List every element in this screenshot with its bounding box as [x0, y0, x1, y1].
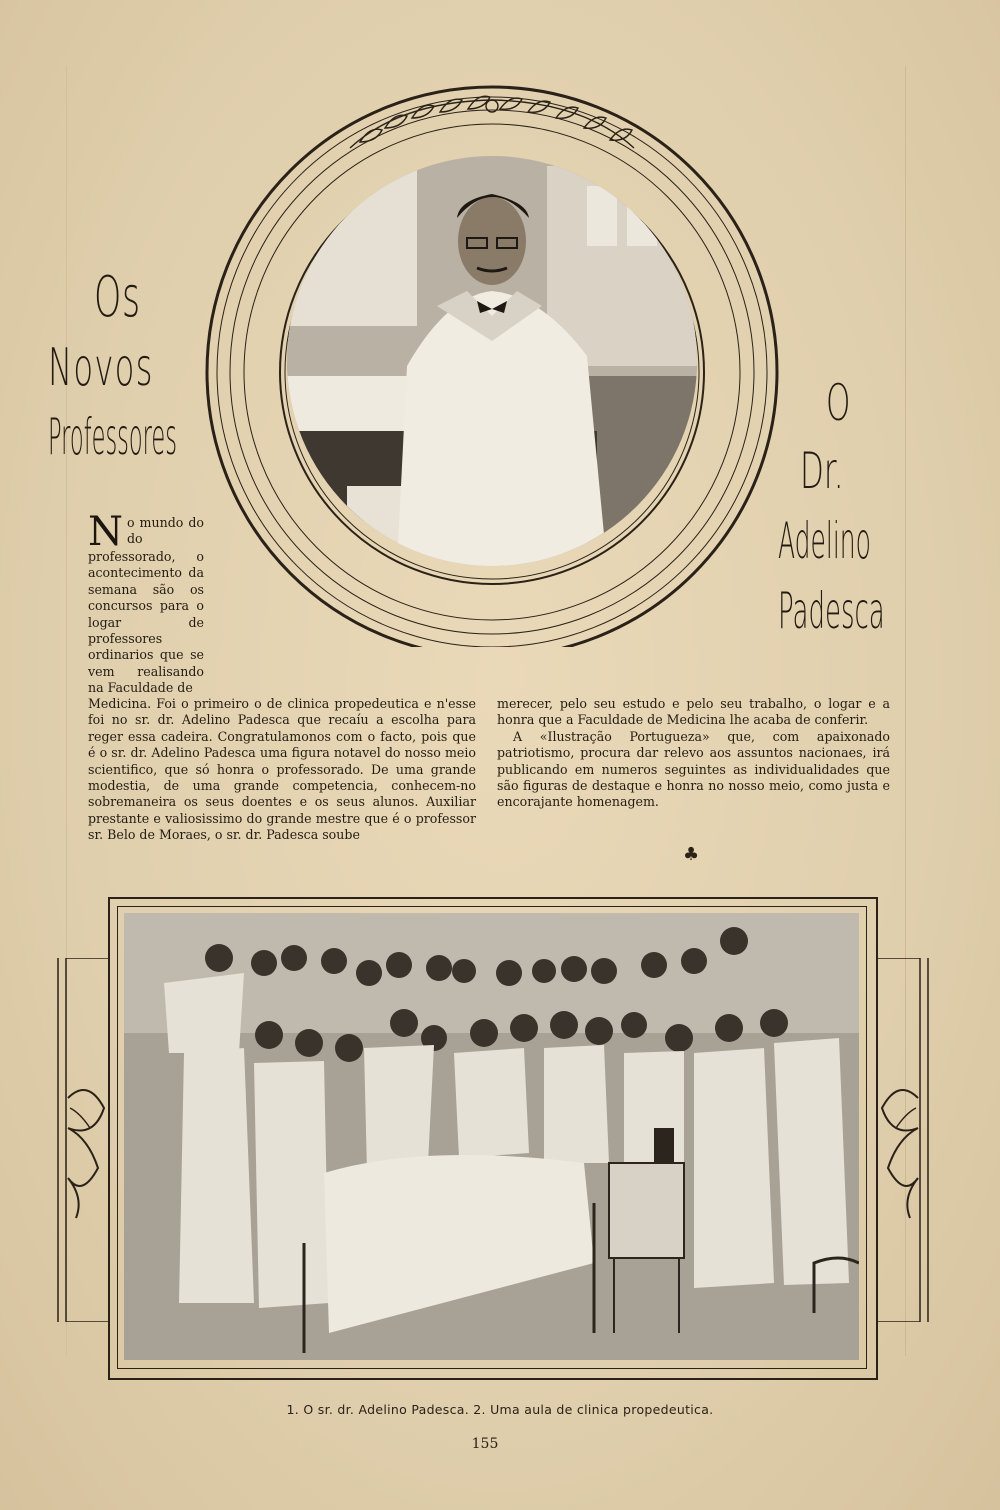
title-word-novos: Novos	[48, 338, 154, 398]
photo-caption: 1. O sr. dr. Adelino Padesca. 2. Uma aula de clinica propedeutica.	[286, 1402, 714, 1417]
title-word-adelino: Adelino	[778, 512, 871, 570]
article-left-column: Medicina. Foi o primeiro o de clinica propedeutica e n'esse foi no sr. dr. Adelino Padesca que recaíu a escolha para reger essa cadeira. Congratulamonos com o facto, pois que é o sr. dr. Adelino Padesca uma figura notavel do nosso meio scientifico, que só honra o professorado. De uma grande modestia, de uma grande competencia, conhecem-no sobremaneira os seus doentes e os seus alunos. Auxiliar prestante e valiosissimo do grande mestre que é o professor sr. Belo de Moraes, o sr. dr. Padesca soube	[88, 696, 476, 843]
floral-scroll-icon	[876, 958, 930, 1322]
drop-cap: N	[88, 509, 123, 555]
title-word-padesca: Padesca	[778, 582, 885, 640]
floral-scroll-icon	[56, 958, 110, 1322]
article-right-paragraph-2: A «Ilustração Portugueza» que, com apaixonado patriotismo, procura dar relevo aos assuntos nacionaes, irá publicando em numeros seguintes as individualidades que são figuras de destaque e honra no nosso meio, como justa e encorajante homenagem.	[497, 728, 890, 810]
portrait-photo-adelino-padesca	[287, 156, 697, 566]
title-o-dr-adelino-padesca	[770, 374, 970, 640]
title-word-dr: Dr.	[800, 442, 844, 500]
article-intro-text: o mundo do do professorado, o acontecimento da semana são os concursos para o logar de professores ordinarios que se vem realisando na Faculdade de	[88, 515, 204, 696]
title-word-o: O	[826, 374, 851, 432]
article-right-column	[497, 696, 890, 811]
portrait-image	[287, 156, 697, 566]
title-word-os: Os	[94, 265, 141, 330]
group-photo-clinic-class	[124, 913, 859, 1360]
title-word-professores: Professores	[48, 408, 177, 466]
article-intro-column	[88, 509, 204, 697]
group-photo-image	[124, 913, 859, 1360]
page-number: 155	[471, 1436, 499, 1452]
article-right-paragraph-1: merecer, pelo seu estudo e pelo seu trabalho, o logar e a honra que a Faculdade de Medicina lhe acaba de conferir.	[497, 696, 890, 728]
club-ornament-icon: ♣	[683, 844, 700, 865]
